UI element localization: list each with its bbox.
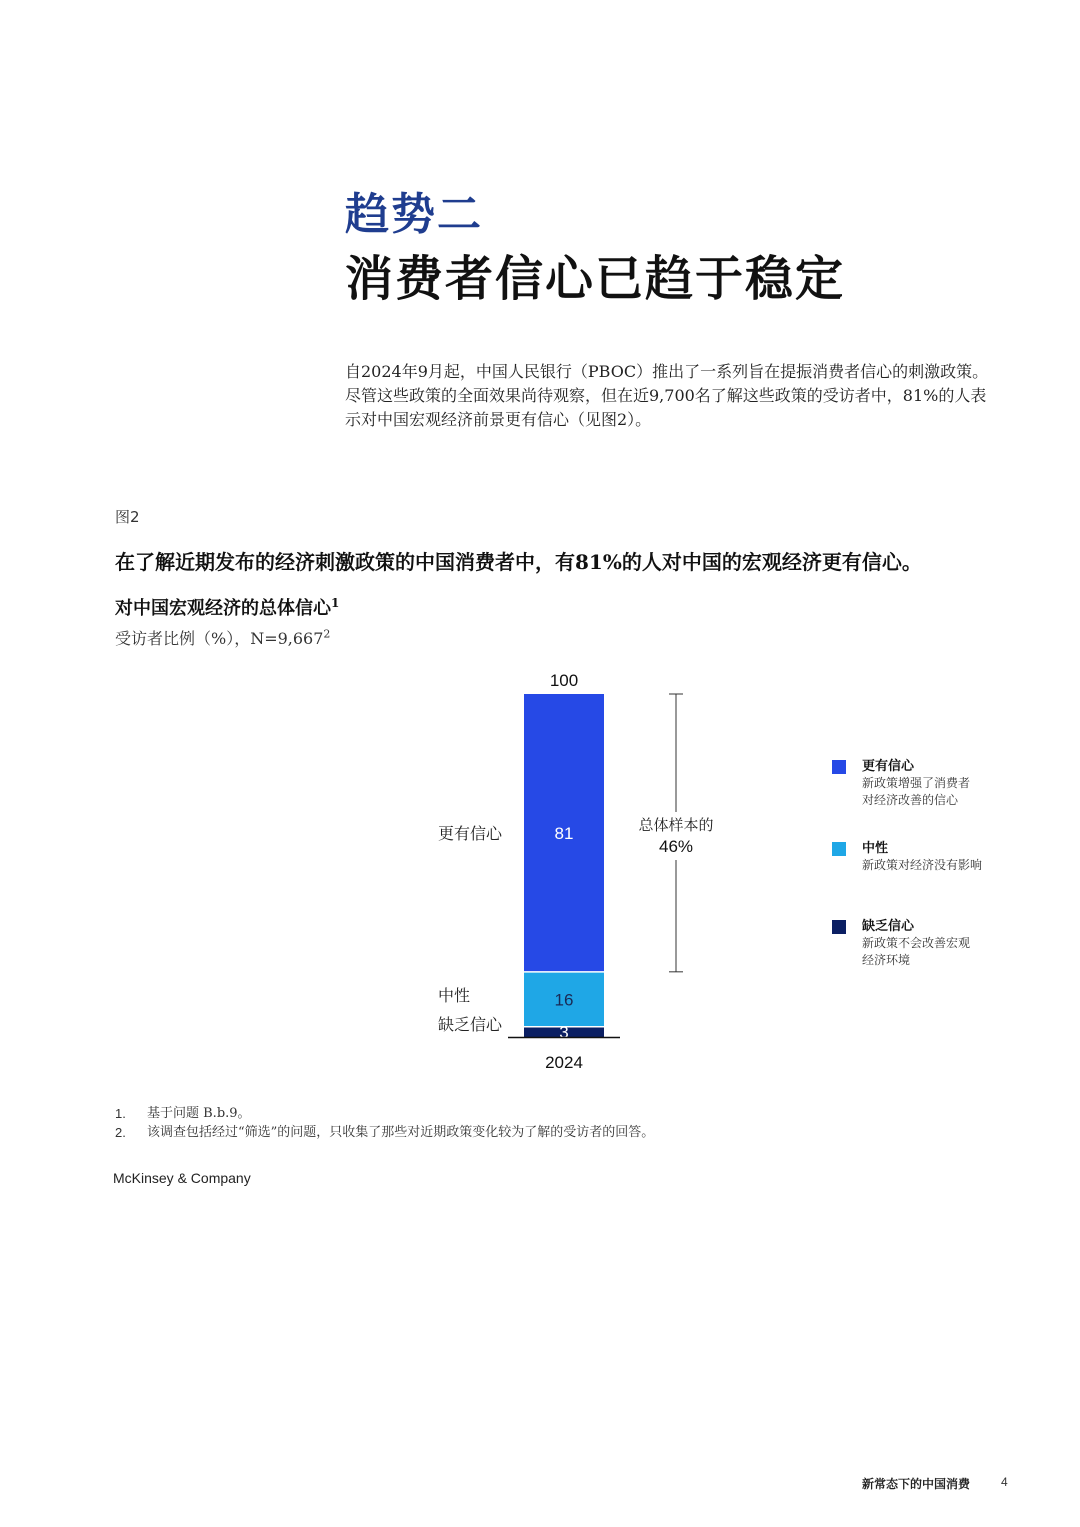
annotation-value: 46% [658, 837, 694, 856]
annotation-text: 总体样本的 [638, 816, 714, 834]
series-label: 缺乏信心 [438, 1015, 503, 1034]
legend-item-less-confident [832, 918, 1022, 969]
chart-title-footnote-ref: 1 [331, 596, 340, 610]
chart-title-text: 对中国宏观经济的总体信心 [115, 598, 331, 619]
chart-subtitle-text: 受访者比例（%），N=9,667 [115, 629, 324, 648]
page-number: 4 [1001, 1475, 1008, 1489]
series-label: 中性 [438, 986, 471, 1005]
footnotes [115, 1104, 1015, 1142]
legend-name: 更有信心 [862, 759, 915, 774]
footnote-number: 2. [115, 1125, 126, 1140]
data-label: 3 [559, 1022, 569, 1042]
brand-name: McKinsey & Company [113, 1170, 251, 1186]
footnote [115, 1123, 1015, 1142]
page-title: 消费者信心已趋于稳定 [345, 251, 846, 307]
legend-swatch [832, 920, 846, 934]
intro-line: 示对中国宏观经济前景更有信心（见图2）。 [345, 410, 652, 429]
x-tick-label: 2024 [545, 1053, 583, 1072]
intro-line: 尽管这些政策的全面效果尚待观察，但在近9,700名了解这些政策的受访者中，81%的人表 [345, 386, 987, 405]
figure-headline: 在了解近期发布的经济刺激政策的中国消费者中，有81%的人对中国的宏观经济更有信心。 [115, 550, 922, 574]
legend-description: 新政策增强了消费者 对经济改善的信心 [862, 776, 971, 807]
footnote-text: 该调查包括经过“筛选”的问题，只收集了那些对近期政策变化较为了解的受访者的回答。 [147, 1125, 655, 1140]
legend-item-neutral [832, 840, 1022, 918]
series-label: 更有信心 [438, 824, 503, 843]
footnote [115, 1104, 1015, 1123]
legend-description: 新政策对经济没有影响 [862, 858, 983, 872]
legend-item-more-confident [832, 758, 1022, 840]
footnote-number: 1. [115, 1106, 126, 1121]
intro-line: 自2024年9月起，中国人民银行（PBOC）推出了一系列旨在提振消费者信心的刺激政策。 [345, 362, 989, 381]
footer-title: 新常态下的中国消费 [862, 1477, 971, 1491]
footnote-text: 基于问题 B.b.9。 [147, 1106, 251, 1121]
trend-heading: 趋势二 [345, 189, 483, 240]
figure-label: 图2 [115, 508, 140, 526]
chart-subtitle-footnote-ref: 2 [323, 627, 331, 641]
total-label: 100 [549, 671, 579, 690]
legend-name: 中性 [862, 841, 889, 856]
data-label: 16 [554, 990, 574, 1010]
chart-legend [832, 758, 1022, 969]
legend-description: 新政策不会改善宏观 经济环境 [862, 936, 971, 967]
data-label: 81 [554, 823, 574, 843]
legend-swatch [832, 842, 846, 856]
legend-swatch [832, 760, 846, 774]
legend-name: 缺乏信心 [862, 919, 915, 934]
